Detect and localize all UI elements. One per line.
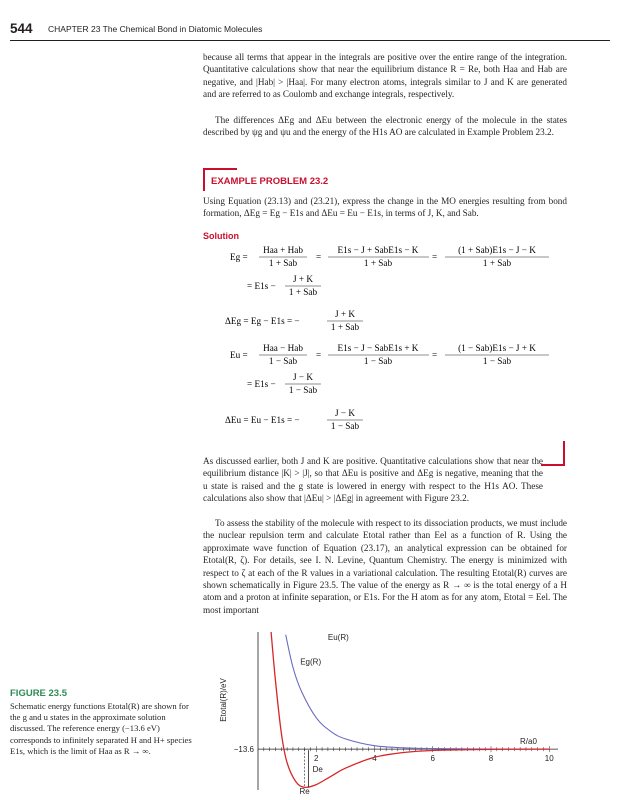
- eq-eg-lhs: Eg =: [230, 252, 248, 262]
- eq-eu-lhs: Eu =: [230, 350, 248, 360]
- curve-eg: [271, 632, 549, 787]
- header-rule: [10, 40, 610, 41]
- eq-eg-t2-den: 1 + Sab: [363, 258, 393, 268]
- paragraph-4: To assess the stability of the molecule with respect to its dissociation products, we must include the nuclear repulsion term and calculate Etotal rather than Eel as a function of R. Using the approximate wave function of Equation (23.17), an analytical expression can be obtained for Etotal(R, ζ). For details, see I. N. Levine, Quantum Chemistry. The energy is minimized with respect to ζ at each of the R values in a variational calculation. The resulting Etotal(R) curves are shown schematically in Figure 23.5. The value of the energy as R → ∞ is the total energy of a H atom and a proton at infinite separation, or E1s. For the H atom as for any atom, Etotal = Eel. The most important: [203, 518, 567, 615]
- example-end-bracket-vertical: [563, 441, 565, 465]
- example-end-bracket-horizontal: [541, 464, 565, 466]
- x-tick-label: 8: [488, 754, 494, 764]
- example-prompt: Using Equation (23.13) and (23.21), express the change in the MO energies resulting from bond formation, ΔEg = Eg − E1s and ΔEu = Eu − E1s, in terms of J, K, and Sab.: [203, 196, 567, 219]
- eq-eg-t3-num: (1 + Sab)E1s − J − K: [458, 245, 536, 255]
- eq-eg-t1-den: 1 + Sab: [268, 258, 298, 268]
- curve-eg-label: Eg(R): [300, 657, 322, 667]
- eq-eg-t1-num: Haa + Hab: [263, 245, 303, 255]
- x-axis-label: R/a0: [520, 737, 537, 747]
- eq-delta-eu-lhs: ΔEu = Eu − E1s = −: [225, 415, 300, 425]
- de-label: De: [312, 765, 323, 775]
- figure-caption: Schematic energy functions Etotal(R) are shown for the g and u states in the approximate solution discussed. The reference energy (−13.6 eV) corresponds to infinitely separated H and H+ species E1s, which is the limit of Haa as R → ∞.: [10, 701, 192, 756]
- x-tick-label: 4: [372, 754, 377, 764]
- eq-sign: =: [316, 252, 322, 262]
- eq-eg-line2-pre: = E1s −: [247, 281, 276, 291]
- eq-delta-eg-num: J + K: [335, 309, 355, 319]
- eq-sign: =: [316, 350, 322, 360]
- x-tick-label: 6: [430, 754, 435, 764]
- chapter-header: CHAPTER 23 The Chemical Bond in Diatomic Molecules: [48, 24, 263, 34]
- eq-eu-t2-num: E1s − J − SabE1s + K: [337, 343, 419, 353]
- eq-eu-t2-den: 1 − Sab: [363, 356, 393, 366]
- curve-eu: [286, 635, 550, 749]
- eq-eg-line2-den: 1 + Sab: [288, 287, 318, 297]
- eq-eu-line2-den: 1 − Sab: [288, 385, 318, 395]
- eq-eg-t3-den: 1 + Sab: [482, 258, 512, 268]
- paragraph-1: because all terms that appear in the integrals are positive over the entire range of the integration. Quantitative calculations show that near the equilibrium distance R = Re, both Haa and Hab are negative, and |Hab| > |Haa|. For many electron atoms, integrals similar to J and K are generated and are referred to as Coulomb and exchange integrals, respectively.: [203, 52, 567, 100]
- eq-delta-eu-den: 1 − Sab: [330, 421, 360, 431]
- eq-eu-t3-num: (1 − Sab)E1s − J + K: [458, 343, 536, 353]
- eq-eu-t3-den: 1 − Sab: [482, 356, 512, 366]
- eq-sign: =: [432, 252, 438, 262]
- x-tick-label: 10: [544, 754, 554, 764]
- example-bracket-vertical: [203, 168, 205, 191]
- energy-curves-figure: [200, 628, 570, 796]
- solution-equations: [203, 240, 567, 440]
- eq-sign: =: [432, 350, 438, 360]
- solution-label: Solution: [203, 231, 239, 241]
- eq-eu-t1-den: 1 − Sab: [268, 356, 298, 366]
- eq-eg-line2-num: J + K: [293, 274, 313, 284]
- eq-eg-t2-num: E1s − J + SabE1s − K: [337, 245, 419, 255]
- example-bracket-horizontal: [203, 168, 237, 170]
- eq-delta-eg-lhs: ΔEg = Eg − E1s = −: [225, 316, 300, 326]
- example-header: [203, 168, 567, 192]
- eq-eu-t1-num: Haa − Hab: [263, 343, 303, 353]
- re-label: Re: [299, 787, 310, 796]
- x-tick-label: 2: [314, 754, 319, 764]
- figure-title: FIGURE 23.5: [10, 688, 68, 699]
- eq-eu-line2-num: J − K: [293, 372, 313, 382]
- page-number: 544: [10, 21, 33, 36]
- paragraph-3: As discussed earlier, both J and K are positive. Quantitative calculations show that near the equilibrium distance |K| > |J|, so that ΔEu is positive and ΔEg is negative, meaning that the u state is raised and the g state is lowered in energy with respect to the H1s AO. These calculations also show that |ΔEu| > |ΔEg| in agreement with Figure 23.2.: [203, 456, 543, 504]
- eq-delta-eu-num: J − K: [335, 408, 355, 418]
- example-title: EXAMPLE PROBLEM 23.2: [211, 176, 329, 187]
- y-axis-label: Etotal(R)/eV: [219, 678, 228, 722]
- paragraph-2: The differences ΔEg and ΔEu between the electronic energy of the molecule in the states described by ψg and ψu and the energy of the H1s AO are calculated in Example Problem 23.2.: [203, 115, 567, 138]
- curve-eu-label: Eu(R): [327, 633, 349, 643]
- y-reference-label: −13.6: [233, 745, 254, 755]
- eq-delta-eg-den: 1 + Sab: [330, 322, 360, 332]
- eq-eu-line2-pre: = E1s −: [247, 379, 276, 389]
